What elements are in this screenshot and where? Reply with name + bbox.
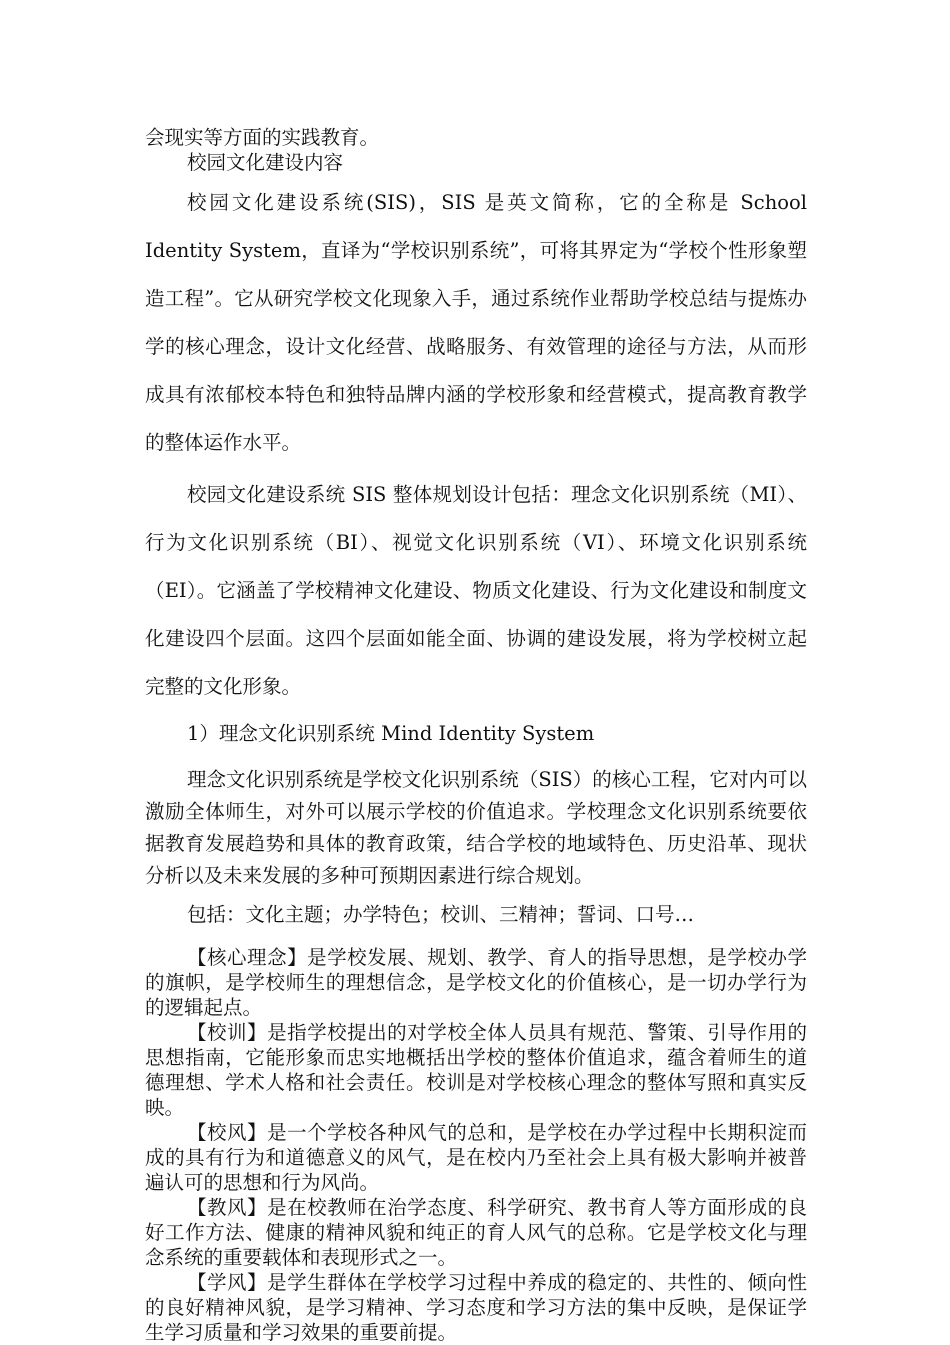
subsection-heading-mind-identity: 1）理念文化识别系统 Mind Identity System — [187, 722, 595, 745]
paragraph-mind-identity: 理念文化识别系统是学校文化识别系统（SIS）的核心工程，它对内可以激励全体师生，对外可以展示学校的价值追求。学校理念文化识别系统要依据教育发展趋势和具体的教育政策，结合学校的地域特色、历史沿革、现状分析以及未来发展的多种可预期因素进行综合规划。 — [145, 768, 807, 887]
document-body — [145, 125, 807, 1345]
paragraph-teaching-style: 【教风】是在校教师在治学态度、科学研究、教书育人等方面形成的良好工作方法、健康的精神风貌和纯正的育人风气的总称。它是学校文化与理念系统的重要载体和表现形式之一。 — [145, 1196, 807, 1269]
paragraph-school-motto: 【校训】是指学校提出的对学校全体人员具有规范、警策、引导作用的思想指南，它能形象而忠实地概括出学校的整体价值追求，蕴含着师生的道德理想、学术人格和社会责任。校训是对学校核心理念的整体写照和真实反映。 — [145, 1021, 807, 1119]
paragraph-core-concept: 【核心理念】是学校发展、规划、教学、育人的指导思想，是学校办学的旗帜，是学校师生的理想信念，是学校文化的价值核心，是一切办学行为的逻辑起点。 — [145, 946, 807, 1019]
paragraph-sis-planning: 校园文化建设系统 SIS 整体规划设计包括：理念文化识别系统（MI）、行为文化识别系统（BI）、视觉文化识别系统（VI）、环境文化识别系统（EI）。它涵盖了学校精神文化建设、物质文化建设、行为文化建设和制度文化建设四个层面。这四个层面如能全面、协调的建设发展，将为学校树立起完整的文化形象。 — [145, 483, 807, 698]
paragraph-school-spirit: 【校风】是一个学校各种风气的总和，是学校在办学过程中长期积淀而成的具有行为和道德意义的风气，是在校内乃至社会上具有极大影响并被普遍认可的思想和行为风尚。 — [145, 1121, 807, 1194]
paragraph-continuation: 会现实等方面的实践教育。 — [145, 126, 380, 149]
paragraph-sis-definition: 校园文化建设系统(SIS)，SIS 是英文简称，它的全称是 School Identity System，直译为“学校识别系统”，可将其界定为“学校个性形象塑造工程”。它从研究学校文化现象入手，通过系统作业帮助学校总结与提炼办学的核心理念，设计文化经营、战略服务、有效管理的途径与方法，从而形成具有浓郁校本特色和独特品牌内涵的学校形象和经营模式，提高教育教学的整体运作水平。 — [145, 191, 807, 454]
paragraph-study-style: 【学风】是学生群体在学校学习过程中养成的稳定的、共性的、倾向性的良好精神风貌，是学习精神、学习态度和学习方法的集中反映，是保证学生学习质量和学习效果的重要前提。 — [145, 1271, 807, 1344]
section-heading: 校园文化建设内容 — [187, 151, 344, 174]
paragraph-includes: 包括：文化主题；办学特色；校训、三精神；誓词、口号… — [187, 903, 695, 926]
